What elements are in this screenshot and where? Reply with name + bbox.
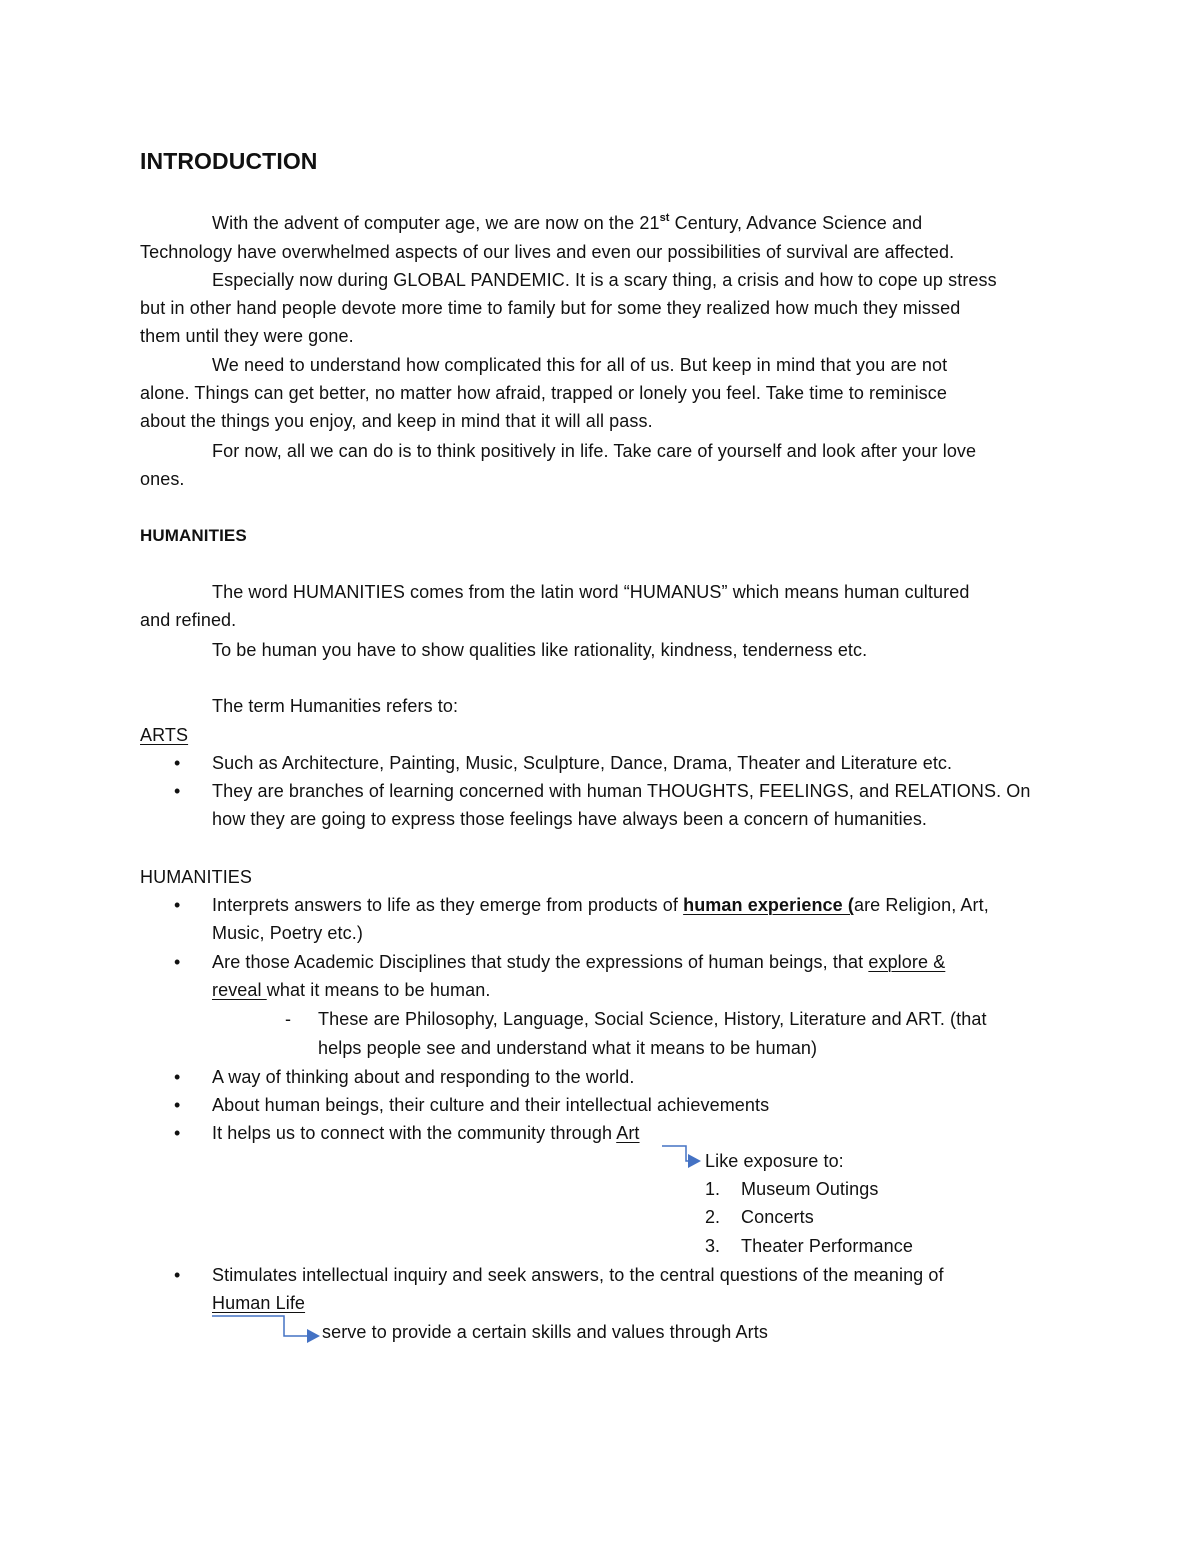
humanities-label: HUMANITIES — [140, 867, 253, 887]
humanities-bullet-6-line1: Stimulates intellectual inquiry and seek answers, to the central questions of the meaning of — [212, 1265, 944, 1285]
list-item: Theater Performance — [741, 1236, 913, 1256]
bullet-icon: • — [174, 1095, 181, 1115]
list-number: 2. — [705, 1207, 721, 1227]
intro-p2-line1: Especially now during GLOBAL PANDEMIC. It is a scary thing, a crisis and how to cope up stress — [212, 270, 997, 290]
human-life-underlined: Human Life — [212, 1293, 306, 1313]
intro-p1-line1: With the advent of computer age, we are now on the 21st Century, Advance Science and — [212, 212, 923, 233]
list-item: Concerts — [741, 1207, 814, 1227]
humanities-bullet-3: A way of thinking about and responding to the world. — [212, 1067, 635, 1087]
humanities-bullet-2-line1: Are those Academic Disciplines that study the expressions of human beings, that explore & — [212, 952, 946, 972]
intro-p2-line2: but in other hand people devote more time to family but for some they realized how much they missed — [140, 298, 961, 318]
humanities-p1-line1: The word HUMANITIES comes from the latin word “HUMANUS” which means human cultured — [212, 582, 970, 602]
dash-item-line2: helps people see and understand what it means to be human) — [318, 1038, 818, 1058]
art-underlined: Art — [616, 1123, 640, 1143]
humanities-bullet-4: About human beings, their culture and their intellectual achievements — [212, 1095, 770, 1115]
arts-bullet-1: Such as Architecture, Painting, Music, Sculpture, Dance, Drama, Theater and Literature etc. — [212, 753, 953, 773]
human-experience-underlined: human experience ( — [683, 895, 854, 915]
list-number: 1. — [705, 1179, 721, 1199]
explore-underlined: explore & — [868, 952, 946, 972]
bullet-icon: • — [174, 753, 181, 773]
bullet-icon: • — [174, 781, 181, 801]
dash-item-line1: These are Philosophy, Language, Social Science, History, Literature and ART. (that — [318, 1009, 987, 1029]
bullet-icon: • — [174, 895, 181, 915]
humanities-bullet-1-line2: Music, Poetry etc.) — [212, 923, 363, 943]
bullet-icon: • — [174, 1265, 181, 1285]
arts-bullet-2-line1: They are branches of learning concerned with human THOUGHTS, FEELINGS, and RELATIONS. On — [212, 781, 1031, 801]
serve-text: serve to provide a certain skills and values through Arts — [322, 1322, 768, 1342]
bullet-icon: • — [174, 952, 181, 972]
reveal-underlined: reveal — [212, 980, 267, 1000]
humanities-bullet-5: It helps us to connect with the community through Art — [212, 1123, 640, 1143]
humanities-bullet-1-line1: Interprets answers to life as they emerge from products of human experience (are Religion, Art, — [212, 895, 989, 915]
intro-p3-line2: alone. Things can get better, no matter how afraid, trapped or lonely you feel. Take time to reminisce — [140, 383, 947, 403]
intro-p4-line1: For now, all we can do is to think positively in life. Take care of yourself and look after your love — [212, 441, 977, 461]
humanities-p2-line1: To be human you have to show qualities like rationality, kindness, tenderness etc. — [212, 640, 868, 660]
intro-p3-line3: about the things you enjoy, and keep in mind that it will all pass. — [140, 411, 653, 431]
like-exposure-label: Like exposure to: — [705, 1151, 844, 1171]
humanities-p3-line1: The term Humanities refers to: — [212, 696, 459, 716]
page-title: INTRODUCTION — [140, 148, 318, 174]
bullet-icon: • — [174, 1123, 181, 1143]
list-item: Museum Outings — [741, 1179, 879, 1199]
humanities-heading: HUMANITIES — [140, 526, 247, 545]
intro-p4-line2: ones. — [140, 469, 185, 489]
arts-bullet-2-line2: how they are going to express those feelings have always been a concern of humanities. — [212, 809, 928, 829]
arts-label: ARTS — [140, 725, 189, 745]
bullet-icon: • — [174, 1067, 181, 1087]
intro-p3-line1: We need to understand how complicated this for all of us. But keep in mind that you are not — [212, 355, 948, 375]
dash-marker: - — [285, 1009, 292, 1029]
list-number: 3. — [705, 1236, 721, 1256]
humanities-bullet-2-line2: reveal what it means to be human. — [212, 980, 491, 1000]
intro-p1-line2: Technology have overwhelmed aspects of our lives and even our possibilities of survival are affected. — [140, 242, 955, 262]
humanities-p1-line2: and refined. — [140, 610, 237, 630]
intro-p2-line3: them until they were gone. — [140, 326, 354, 346]
superscript-st: st — [659, 212, 670, 224]
